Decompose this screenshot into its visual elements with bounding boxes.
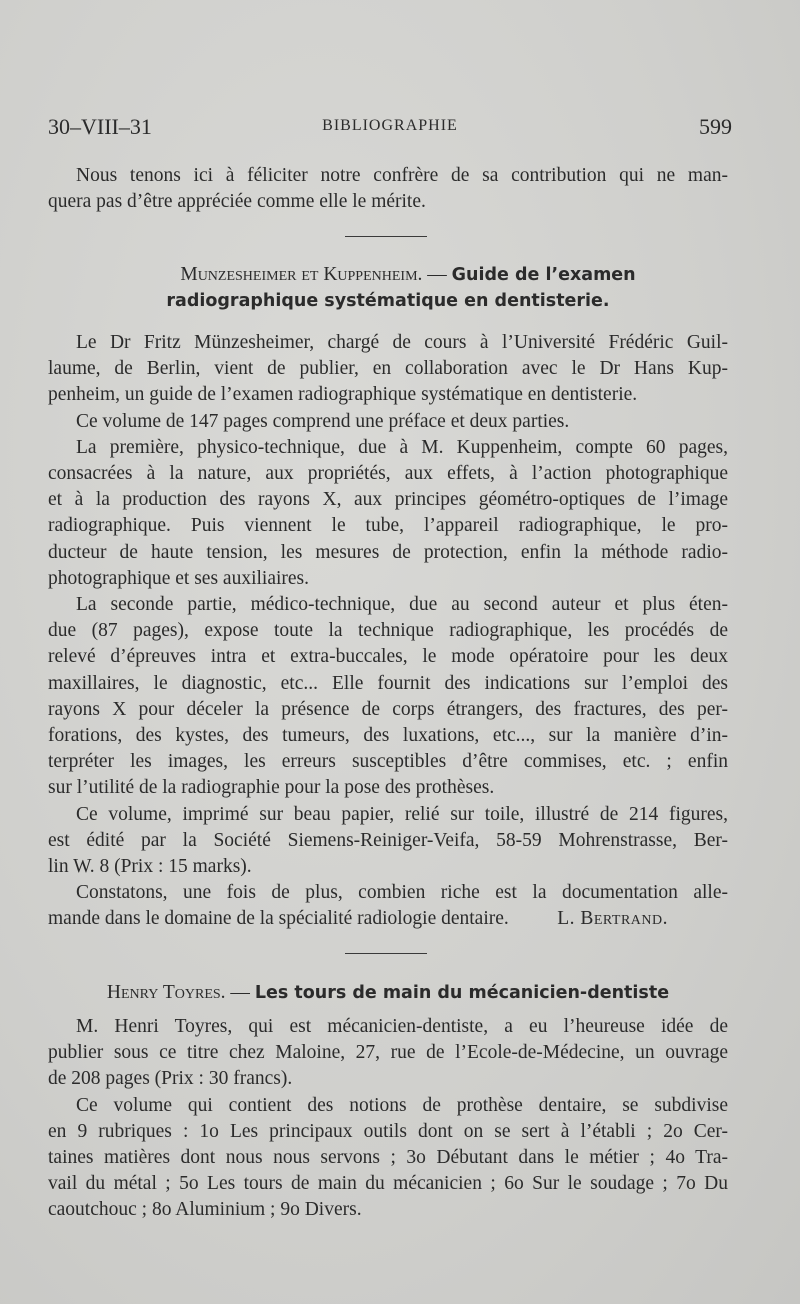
header-section: BIBLIOGRAPHIE [322, 117, 458, 134]
text-line: rayons X pour déceler la présence de corps étrangers, des fractures, des per- [48, 698, 728, 720]
text-line: La seconde partie, médico-technique, due au second auteur et plus éten- [76, 594, 728, 616]
text-line: ducteur de haute tension, les mesures de protection, enfin la méthode radio- [48, 541, 728, 563]
text-line: laume, de Berlin, vient de publier, en collaboration avec le Dr Hans Kup- [48, 358, 728, 380]
section-divider [345, 953, 427, 954]
text-line: radiographique. Puis viennent le tube, l’appareil radiographique, le pro- [48, 515, 728, 537]
text-line: Ce volume de 147 pages comprend une préface et deux parties. [76, 410, 570, 432]
article-title: Les tours de main du mécanicien-dentiste [254, 983, 670, 1003]
article-body [48, 1014, 728, 1224]
text-line: relevé d’épreuves intra et extra-buccales, le mode opératoire pour les deux [48, 646, 728, 668]
section-divider [345, 236, 427, 237]
text-line: et à la production des rayons X, aux principes géométro-optiques de l’image [48, 489, 728, 511]
text-line: Constatons, une fois de plus, combien riche est la documentation alle- [76, 882, 728, 904]
running-header [48, 114, 732, 146]
text-line: Ce volume qui contient des notions de prothèse dentaire, se subdivise [76, 1094, 728, 1116]
article-heading [48, 980, 728, 1006]
text-line: publier sous ce titre chez Maloine, 27, rue de l’Ecole-de-Médecine, un ouvrage [48, 1042, 728, 1064]
text-line: forations, des kystes, des tumeurs, des luxations, etc..., sur la manière d’in- [48, 725, 728, 747]
text-line: en 9 rubriques : 1o Les principaux outils dont on se sert à l’établi ; 2o Cer- [48, 1120, 728, 1142]
text-line: Ce volume, imprimé sur beau papier, relié sur toile, illustré de 214 figures, [76, 803, 728, 825]
text-line: est édité par la Société Siemens-Reiniger-Veifa, 58-59 Mohrenstrasse, Ber- [48, 829, 728, 851]
article-authors: Henry Toyres. — [106, 982, 250, 1003]
text-line: de 208 pages (Prix : 30 francs). [48, 1068, 293, 1090]
text-line: quera pas d’être appréciée comme elle le mérite. [48, 191, 426, 213]
text-line: lin W. 8 (Prix : 15 marks). [48, 856, 252, 878]
text-line: vail du métal ; 5o Les tours de main du mécanicien ; 6o Sur le soudage ; 7o Du [48, 1173, 728, 1195]
page-number: 599 [699, 114, 732, 139]
article-heading-cont [48, 288, 728, 314]
text-line: maxillaires, le diagnostic, etc... Elle fournit des indications sur l’emploi des [48, 672, 728, 694]
text-line: taines matières dont nous nous servons ; 3o Débutant dans le métier ; 4o Tra- [48, 1147, 728, 1169]
text-line: La première, physico-technique, due à M. Kuppenheim, compte 60 pages, [76, 436, 728, 458]
text-line: photographique et ses auxiliaires. [48, 567, 310, 589]
header-date: 30–VIII–31 [48, 114, 152, 139]
text-line: terpréter les images, les erreurs susceptibles d’être commises, etc. ; enfin [48, 751, 728, 773]
text-line: M. Henri Toyres, qui est mécanicien-dentiste, a eu l’heureuse idée de [76, 1016, 728, 1037]
text-line: caoutchouc ; 8o Aluminium ; 9o Divers. [48, 1199, 362, 1221]
article-authors: Munzesheimer et Kuppenheim. — [180, 264, 447, 285]
text-line: mande dans le domaine de la spécialité radiologie dentaire. [48, 908, 509, 930]
signature: L. Bertrand. [557, 908, 668, 929]
article-title: Guide de l’examen [451, 265, 636, 285]
text-line: consacrées à la nature, aux propriétés, aux effets, à l’action photographique [48, 463, 728, 485]
text-line: penheim, un guide de l’examen radiographique systématique en dentisterie. [48, 384, 638, 406]
intro-paragraph [48, 163, 728, 215]
article-body [48, 330, 728, 933]
text-line: sur l’utilité de la radiographie pour la pose des prothèses. [48, 777, 495, 799]
text-line: due (87 pages), expose toute la technique radiographique, les procédés de [48, 620, 728, 642]
article-title: radiographique systématique en dentisterie. [166, 291, 610, 311]
article-heading [48, 262, 728, 288]
text-line: Le Dr Fritz Münzesheimer, chargé de cours à l’Université Frédéric Guil- [76, 332, 728, 353]
text-line: Nous tenons ici à féliciter notre confrère de sa contribution qui ne man- [76, 165, 728, 186]
